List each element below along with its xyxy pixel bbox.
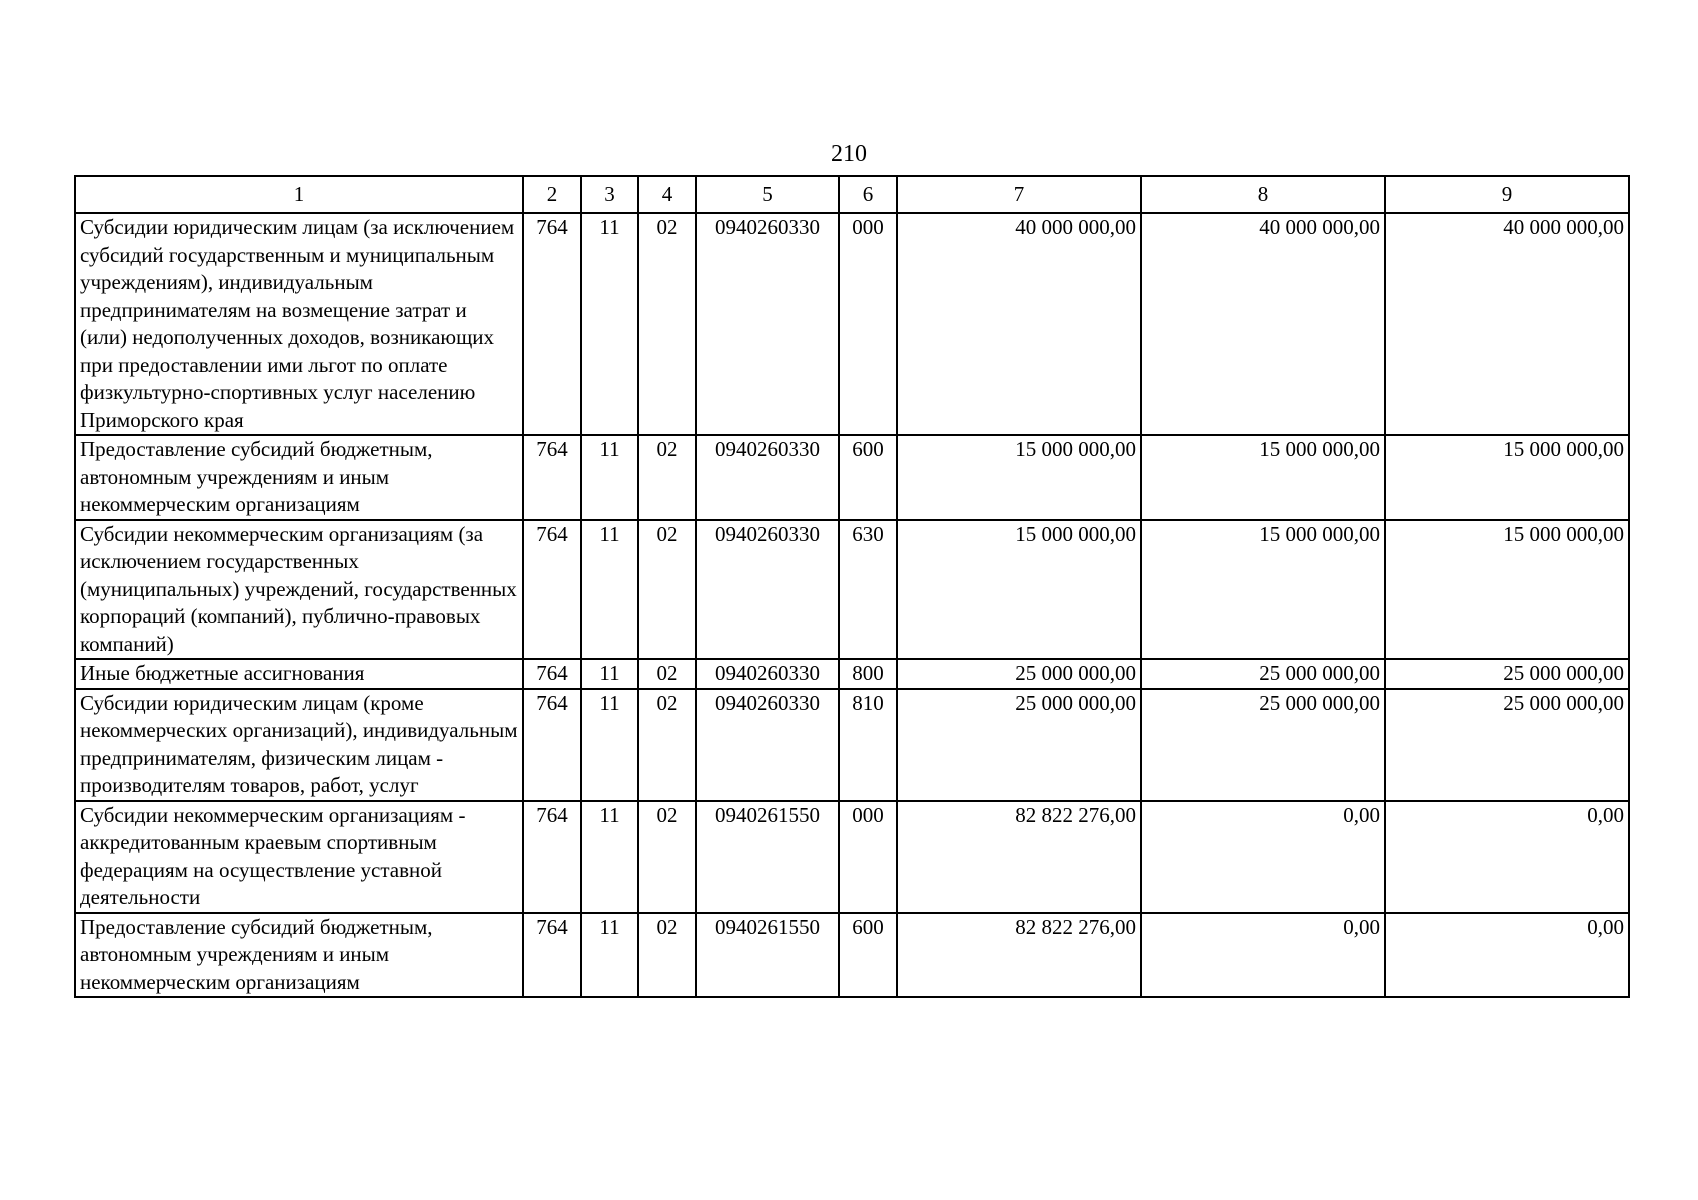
row-col-7: 15 000 000,00: [897, 520, 1141, 660]
row-col-9: 0,00: [1385, 801, 1629, 913]
page-number: 210: [831, 141, 867, 167]
table-row: [75, 659, 1629, 689]
header-col-4: 4: [638, 176, 696, 213]
table-row: [75, 213, 1629, 435]
row-col-8: 25 000 000,00: [1141, 659, 1385, 689]
row-col-3: 11: [581, 435, 638, 520]
header-col-5: 5: [696, 176, 839, 213]
row-col-5: 0940261550: [696, 913, 839, 998]
header-col-2: 2: [523, 176, 581, 213]
row-col-7: 15 000 000,00: [897, 435, 1141, 520]
row-col-4: 02: [638, 213, 696, 435]
table-row: [75, 913, 1629, 998]
row-col-4: 02: [638, 689, 696, 801]
row-col-6: 000: [839, 801, 897, 913]
row-col-7: 25 000 000,00: [897, 689, 1141, 801]
header-row: [75, 176, 1629, 213]
row-col-3: 11: [581, 913, 638, 998]
row-col-8: 0,00: [1141, 913, 1385, 998]
row-col-5: 0940260330: [696, 435, 839, 520]
header-col-9: 9: [1385, 176, 1629, 213]
row-col-7: 25 000 000,00: [897, 659, 1141, 689]
row-col-5: 0940260330: [696, 213, 839, 435]
row-col-2: 764: [523, 689, 581, 801]
row-col-3: 11: [581, 801, 638, 913]
row-col-9: 15 000 000,00: [1385, 520, 1629, 660]
row-col-3: 11: [581, 659, 638, 689]
table-row: [75, 801, 1629, 913]
row-col-2: 764: [523, 213, 581, 435]
row-col-2: 764: [523, 913, 581, 998]
table-row: [75, 435, 1629, 520]
row-col-8: 25 000 000,00: [1141, 689, 1385, 801]
row-col-8: 40 000 000,00: [1141, 213, 1385, 435]
row-col-5: 0940260330: [696, 659, 839, 689]
row-col-4: 02: [638, 913, 696, 998]
row-col-5: 0940261550: [696, 801, 839, 913]
row-name: Предоставление субсидий бюджетным, автономным учреждениям и иным некоммерческим организациям: [75, 913, 523, 998]
row-col-2: 764: [523, 801, 581, 913]
row-col-3: 11: [581, 520, 638, 660]
row-col-7: 82 822 276,00: [897, 801, 1141, 913]
row-col-8: 15 000 000,00: [1141, 435, 1385, 520]
row-col-4: 02: [638, 520, 696, 660]
row-name: Субсидии некоммерческим организациям (за исключением государственных (муниципальных) учреждений, государственных корпораций (компаний), публично-правовых компаний): [75, 520, 523, 660]
row-name: Иные бюджетные ассигнования: [75, 659, 523, 689]
row-name: Субсидии некоммерческим организациям - аккредитованным краевым спортивным федерациям на осуществление уставной деятельности: [75, 801, 523, 913]
row-col-9: 0,00: [1385, 913, 1629, 998]
budget-table: [74, 175, 1630, 998]
row-col-7: 40 000 000,00: [897, 213, 1141, 435]
row-col-6: 810: [839, 689, 897, 801]
header-col-3: 3: [581, 176, 638, 213]
row-name: Субсидии юридическим лицам (кроме некоммерческих организаций), индивидуальным предпринимателям, физическим лицам - производителям товаров, работ, услуг: [75, 689, 523, 801]
table-row: [75, 520, 1629, 660]
row-col-2: 764: [523, 520, 581, 660]
table-row: [75, 689, 1629, 801]
row-col-4: 02: [638, 801, 696, 913]
row-col-3: 11: [581, 689, 638, 801]
row-col-9: 15 000 000,00: [1385, 435, 1629, 520]
row-col-4: 02: [638, 435, 696, 520]
row-col-9: 25 000 000,00: [1385, 659, 1629, 689]
header-col-1: 1: [75, 176, 523, 213]
row-col-5: 0940260330: [696, 689, 839, 801]
row-col-9: 25 000 000,00: [1385, 689, 1629, 801]
row-col-6: 600: [839, 435, 897, 520]
row-col-7: 82 822 276,00: [897, 913, 1141, 998]
row-col-5: 0940260330: [696, 520, 839, 660]
row-col-6: 800: [839, 659, 897, 689]
row-col-4: 02: [638, 659, 696, 689]
row-name: Предоставление субсидий бюджетным, автономным учреждениям и иным некоммерческим организациям: [75, 435, 523, 520]
row-col-6: 600: [839, 913, 897, 998]
row-col-2: 764: [523, 659, 581, 689]
row-name: Субсидии юридическим лицам (за исключением субсидий государственным и муниципальным учреждениям), индивидуальным предпринимателям на возмещение затрат и (или) недополученных доходов, возникающих при предоставлении ими льгот по оплате физкультурно-спортивных услуг населению Приморского края: [75, 213, 523, 435]
row-col-8: 0,00: [1141, 801, 1385, 913]
row-col-9: 40 000 000,00: [1385, 213, 1629, 435]
header-col-7: 7: [897, 176, 1141, 213]
row-col-8: 15 000 000,00: [1141, 520, 1385, 660]
row-col-3: 11: [581, 213, 638, 435]
row-col-6: 000: [839, 213, 897, 435]
row-col-2: 764: [523, 435, 581, 520]
row-col-6: 630: [839, 520, 897, 660]
header-col-6: 6: [839, 176, 897, 213]
header-col-8: 8: [1141, 176, 1385, 213]
